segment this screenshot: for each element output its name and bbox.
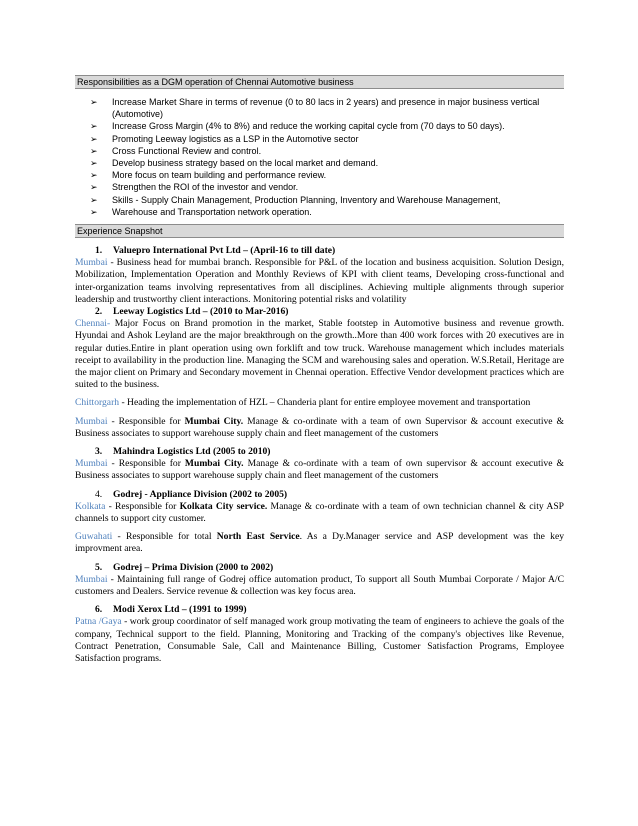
job-description: Chittorgarh - Heading the implementation of HZL – Chanderia plant for entire employee movement and transportation [75,397,531,409]
list-item: ➢ Cross Functional Review and control. [90,145,262,156]
location-label: Patna /Gaya [75,616,122,628]
job-title: 4. Godrej - Appliance Division (2002 to 2005) [95,488,288,500]
job-description: Mumbai - Responsible for Mumbai City. Manage & co-ordinate with a team of own supervisor & account executive & Business associates to support warehouse supply chain and fleet management of the customers [75,458,564,482]
list-item: ➢ Increase Gross Margin (4% to 8%) and reduce the working capital cycle from (70 days to 50 days). [90,121,505,132]
job-title: 2. Leeway Logistics Ltd – (2010 to Mar-2016) [95,306,289,318]
list-item: ➢ Strengthen the ROI of the investor and vendor. [90,182,299,193]
location-label: Chittorgarh [75,397,120,409]
location-label: Chennai- [75,318,111,330]
job-title: 1. Valuepro International Pvt Ltd – (April-16 to till date) [95,245,336,256]
arrow-bullet-icon: ➢ [90,158,98,169]
responsibilities-list [90,96,568,218]
list-item: ➢ More focus on team building and performance review. [90,170,327,181]
arrow-bullet-icon: ➢ [90,206,98,217]
list-item: ➢ Warehouse and Transportation network operation. [90,206,312,217]
job-description: Mumbai - Business head for mumbai branch. Responsible for P&L of the location and business acquisition. Solution Design, Mobilization, Implementation Operation and Monthly Reviews of KPI with client teams, Developing cross-functional and inter-organization teams involving representatives from all disciplines. Achieving multiple alignments through superior leadership and trustworthy client interactions. Monitoring potential risks and volatility [75,257,564,305]
location-label: Mumbai [75,458,108,470]
list-item: ➢ Develop business strategy based on the local market and demand. [90,158,379,169]
arrow-bullet-icon: ➢ [90,97,98,107]
location-label: Guwahati [75,531,113,543]
responsibilities-header: Responsibilities as a DGM operation of Chennai Automotive business [75,75,564,89]
experience-section [75,245,564,665]
arrow-bullet-icon: ➢ [90,133,98,144]
arrow-bullet-icon: ➢ [90,182,98,193]
list-item: ➢ Promoting Leeway logistics as a LSP in the Automotive sector [90,133,359,144]
job-description: Guwahati - Responsible for total North East Service. As a Dy.Manager service and ASP development was the key improvment area. [75,531,564,555]
arrow-bullet-icon: ➢ [90,145,98,156]
arrow-bullet-icon: ➢ [90,194,98,205]
job-title: 5. Godrej – Prima Division (2000 to 2002) [95,561,274,573]
location-label: Mumbai [75,257,108,269]
job-description: Chennai- Major Focus on Brand promotion in the market, Stable footstep in Automotive business and revenue growth. Hyundai and Ashok Leyland are the major breakthrough on the growth..More than 400 work forces with 20 executives are in regular duties.Entire in plant operation using own forklift and tow truck. Warehouse management which includes materials receipt to availability in the production line. Managing the SCM and warehousing sales and operation. W.S.Retail, Heritage are the major client on Primary and Secondary movement in Chennai operation. Effective Vendor development practices which are suited to the business. [75,318,564,391]
arrow-bullet-icon: ➢ [90,170,98,181]
job-title: 6. Modi Xerox Ltd – (1991 to 1999) [95,604,247,616]
job-description: Mumbai - Responsible for Mumbai City. Manage & co-ordinate with a team of own Supervisor & account executive & Business associates to support warehouse supply chain and fleet management of the customers [75,415,564,439]
list-item: ➢ Skills - Supply Chain Management, Production Planning, Inventory and Warehouse Management, [90,194,501,205]
list-item: ➢ Increase Market Share in terms of revenue (0 to 80 lacs in 2 years) and presence in major business vertical (Automotive) [90,97,540,120]
job-description: Kolkata - Responsible for Kolkata City service. Manage & co-ordinate with a team of own technician channel & city ASP channels to support city customer. [75,500,564,525]
experience-header: Experience Snapshot [75,224,564,238]
location-label: Mumbai [75,415,108,427]
arrow-bullet-icon: ➢ [90,121,98,132]
location-label: Kolkata [75,500,106,512]
location-label: Mumbai [75,573,108,585]
job-description: Patna /Gaya - work group coordinator of self managed work group motivating the team of engineers to achieve the goals of the company, Technical support to the field. Planning, Monitoring and Tracking of the company's objectives like Revenue, Contract Penetration, Consumable Sale, Call and Maintenance Billing, Customer Satisfaction Programs, Employee Satisfaction programs. [75,616,564,665]
job-description: Mumbai - Maintaining full range of Godrej office automation product, To support all South Mumbai Corporate / Major A/C customers and Dealers. Service revenue & collection was key focus area. [75,573,564,598]
job-title: 3. Mahindra Logistics Ltd (2005 to 2010) [95,446,271,458]
